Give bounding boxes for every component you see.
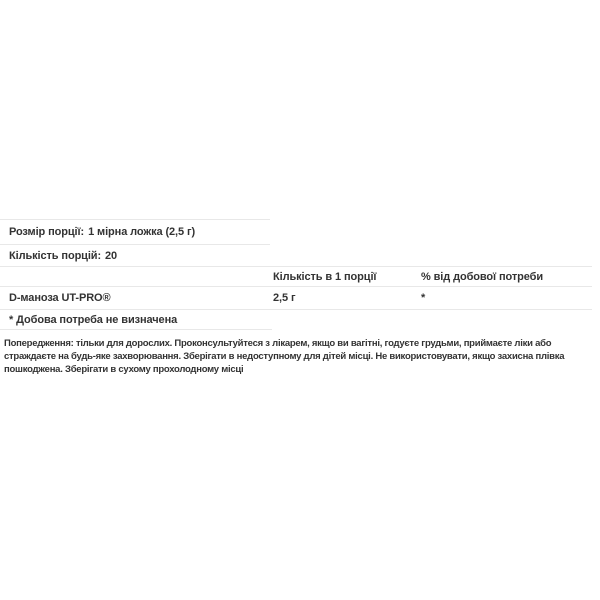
servings-count-label: Кількість порцій: [9, 249, 102, 262]
serving-size-value: 1 мірна ложка (2,5 г) [88, 226, 196, 238]
footnote-row [0, 310, 592, 329]
serving-size-label: Розмір порції: [9, 226, 85, 238]
serving-size-row [0, 220, 592, 244]
servings-count-row [0, 245, 592, 266]
amount-column-header: Кількість в 1 порції [273, 270, 377, 283]
ingredient-name: D-маноза UT-PRO® [9, 292, 111, 304]
daily-value-column-header: % від добової потреби [421, 270, 544, 283]
footnote-text: * Добова потреба не визначена [9, 313, 178, 326]
servings-count-value: 20 [105, 249, 118, 262]
servings-count-cell [9, 250, 117, 262]
ingredient-amount: 2,5 г [273, 292, 296, 304]
ingredient-row [0, 287, 592, 309]
ingredient-daily-value: * [421, 292, 426, 304]
table-header-row [0, 267, 592, 286]
serving-size-cell [9, 226, 195, 238]
divider-bottom [0, 329, 272, 330]
warning-text: Попередження: тільки для дорослих. Проконсультуйтеся з лікарем, якщо ви вагітні, годуєте грудьми, приймаєте ліки або страждаєте на будь-яке захворювання. Зберігати в недоступному для дітей місці. Не використовувати, якщо захисна плівка пошкоджена. Зберігати в сухому прохолодному місці [4, 338, 565, 375]
supplement-facts-table [0, 219, 592, 330]
